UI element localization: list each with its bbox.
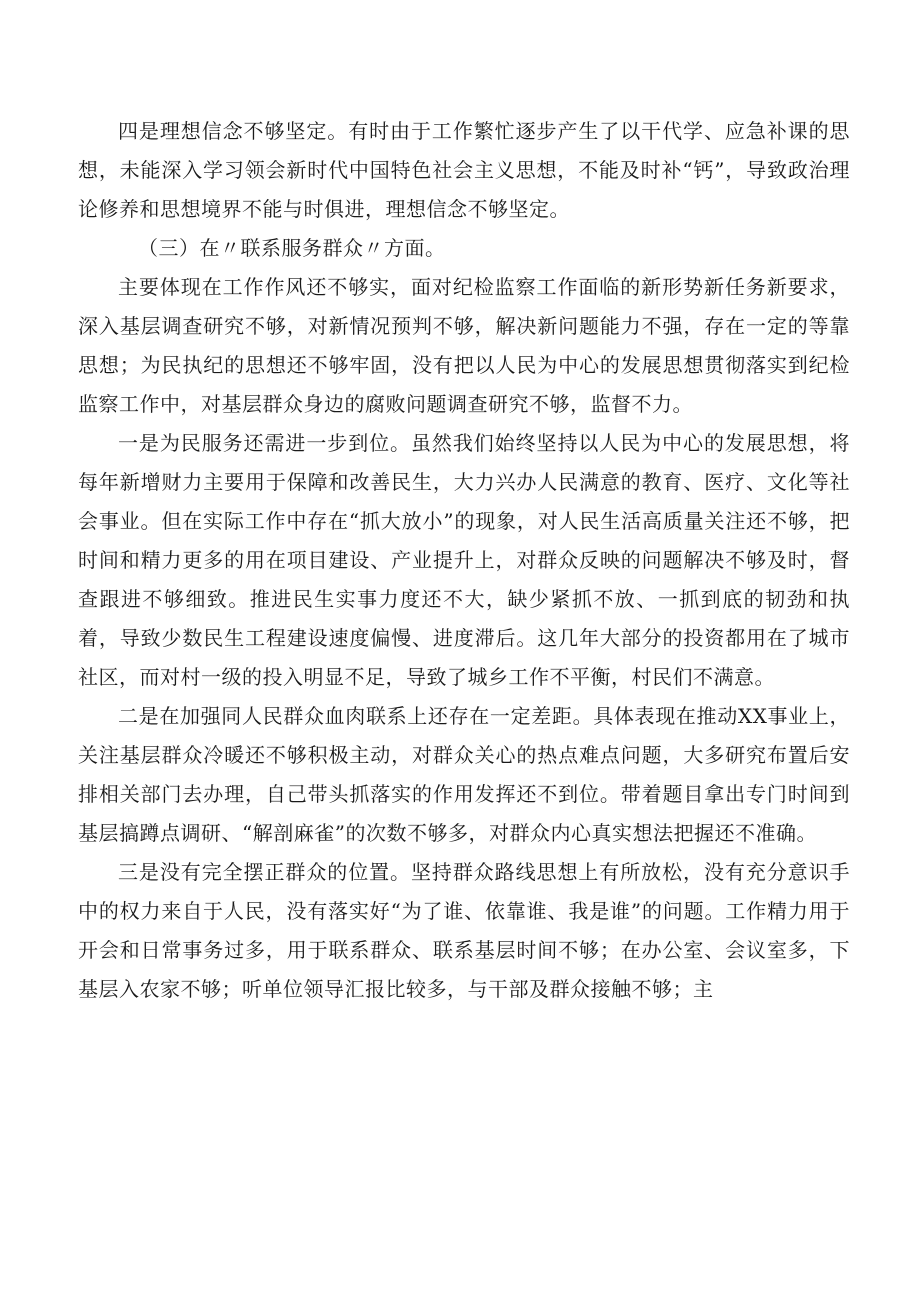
paragraph-serve-people: 一是为民服务还需进一步到位。虽然我们始终坚持以人民为中心的发展思想，将每年新增财力主要用于保障和改善民生，大力兴办人民满意的教育、医疗、文化等社会事业。但在实际工作中存在“抓大放小”的现象，对人民生活高质量关注还不够，把时间和精力更多的用在项目建设、产业提升上，对群众反映的问题解决不够及时，督查跟进不够细致。推进民生实事力度还不大，缺少紧抓不放、一抓到底的韧劲和执着，导致少数民生工程建设速度偏慢、进度滞后。这几年大部分的投资都用在了城市社区，而对村一级的投入明显不足，导致了城乡工作不平衡，村民们不满意。 — [78, 431, 850, 689]
paragraph-masses-position: 三是没有完全摆正群众的位置。坚持群众路线思想上有所放松，没有充分意识手中的权力来自于人民，没有落实好“为了谁、依靠谁、我是谁”的问题。工作精力用于开会和日常事务过多，用于联系群众、联系基层时间不够；在办公室、会议室多，下基层入农家不够；听单位领导汇报比较多，与干部及群众接触不够；主 — [78, 860, 850, 1001]
paragraph-work-style: 主要体现在工作作风还不够实，面对纪检监察工作面临的新形势新任务新要求，深入基层调查研究不够，对新情况预判不够，解决新问题能力不强，存在一定的等靠思想；为民执纪的思想还不够牢固，没有把以人民为中心的发展思想贯彻落实到纪检监察工作中，对基层群众身边的腐败问题调查研究不够，监督不力。 — [78, 275, 850, 416]
paragraph-connection-masses: 二是在加强同人民群众血肉联系上还存在一定差距。具体表现在推动XX事业上，关注基层群众冷暖还不够积极主动，对群众关心的热点难点问题，大多研究布置后安排相关部门去办理，自己带头抓落实的作用发挥还不到位。带着题目拿出专门时间到基层搞蹲点调研、“解剖麻雀”的次数不够多，对群众内心真实想法把握还不准确。 — [78, 704, 850, 845]
paragraph-ideals-conviction: 四是理想信念不够坚定。有时由于工作繁忙逐步产生了以干代学、应急补课的思想，未能深入学习领会新时代中国特色社会主义思想，不能及时补“钙”，导致政治理论修养和思想境界不能与时俱进，理想信念不够坚定。 — [78, 119, 850, 221]
document-body — [78, 112, 850, 1009]
section-heading-serve-masses: （三）在〃联系服务群众〃方面。 — [138, 236, 446, 260]
